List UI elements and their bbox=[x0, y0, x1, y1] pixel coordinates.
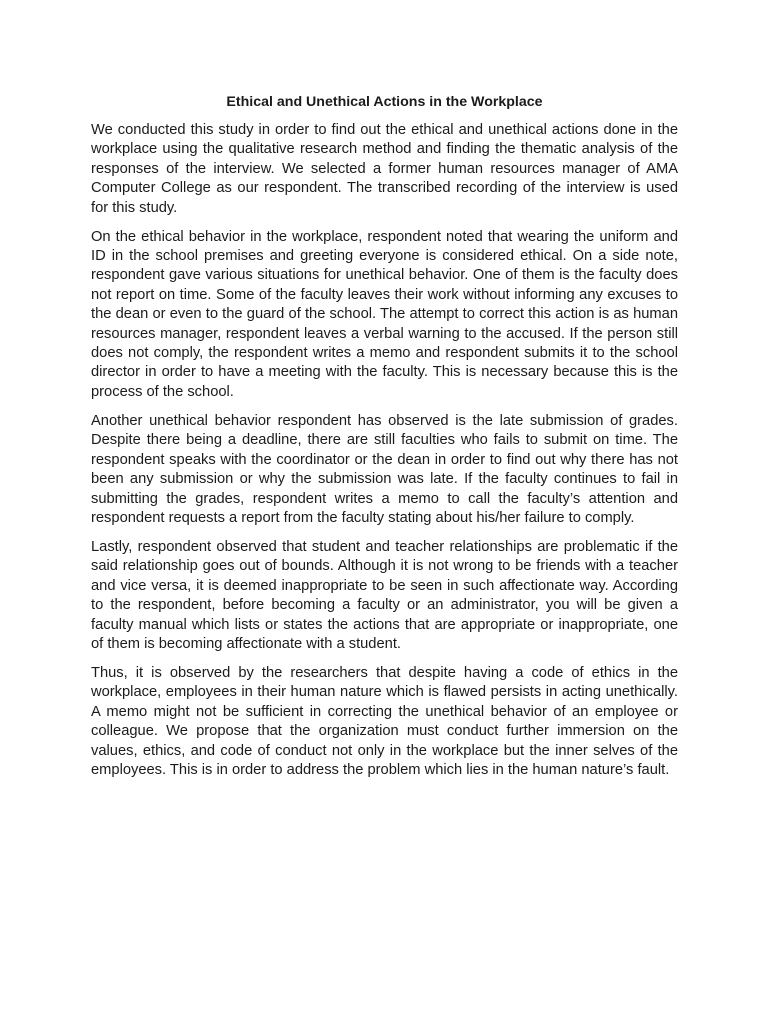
paragraph-introduction: We conducted this study in order to find out the ethical and unethical actions done in the workplace using the qualitative research method and finding the thematic analysis of the responses of the interview. We selected a former human resources manager of AMA Computer College as our respondent. The transcribed recording of the interview is used for this study. bbox=[91, 122, 678, 216]
paragraph-ethical-behavior: On the ethical behavior in the workplace, respondent noted that wearing the uniform and ID in the school premises and greeting everyone is considered ethical. On a side note, respondent gave various situations for unethical behavior. One of them is the faculty does not report on time. Some of the faculty leaves their work without informing any excuses to the dean or even to the guard of the school. The attempt to correct this action is as human resources manager, respondent leaves a verbal warning to the accused. If the person still does not comply, the respondent writes a memo and respondent submits it to the school director in order to have a meeting with the faculty. This is necessary because this is the process of the school. bbox=[91, 228, 678, 400]
document-body bbox=[91, 93, 678, 790]
document-title: Ethical and Unethical Actions in the Workplace bbox=[226, 94, 543, 110]
paragraph-relationships: Lastly, respondent observed that student and teacher relationships are problematic if the said relationship goes out of bounds. Although it is not wrong to be friends with a teacher and vice versa, it is deemed inappropriate to be seen in such affectionate way. According to the respondent, before becoming a faculty or an administrator, you will be given a faculty manual which lists or states the actions that are appropriate or inappropriate, one of them is becoming affectionate with a student. bbox=[91, 538, 678, 652]
paragraph-conclusion: Thus, it is observed by the researchers that despite having a code of ethics in the workplace, employees in their human nature which is flawed persists in acting unethically. A memo might not be sufficient in correcting the unethical behavior of an employee or colleague. We propose that the organization must conduct further immersion on the values, ethics, and code of conduct not only in the workplace but the inner selves of the employees. This is in order to address the problem which lies in the human nature’s fault. bbox=[91, 664, 678, 778]
paragraph-late-submission: Another unethical behavior respondent has observed is the late submission of grades. Despite there being a deadline, there are still faculties who fails to submit on time. The respondent speaks with the coordinator or the dean in order to find out why there has not been any submission or why the submission was late. If the faculty continues to fail in submitting the grades, respondent writes a memo to call the faculty’s attention and respondent requests a report from the faculty stating about his/her failure to comply. bbox=[91, 412, 678, 526]
